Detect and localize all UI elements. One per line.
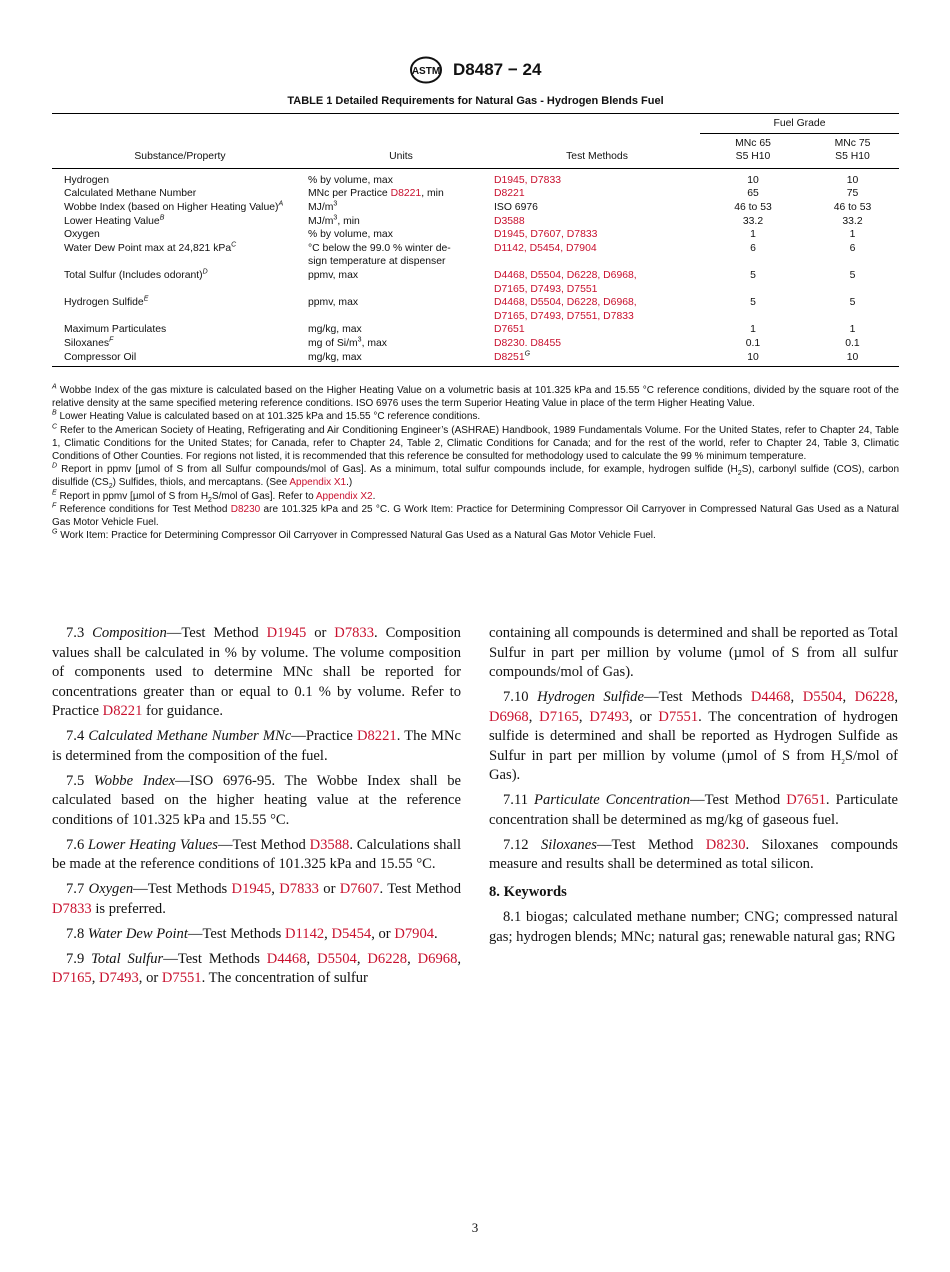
test-method-link[interactable]: D7651: [786, 792, 826, 808]
footnote-b: $^B$ Lower Heating Value is calculated based on at 101.325 kPa and 15.55 °C reference conditions.: [52, 410, 481, 423]
footnote-g: $^G$ Work Item: Practice for Determining Compressor Oil Carryover in Compressed Natural Gas Used as a Natural Gas Motor Vehicle Fuel.: [52, 528, 656, 542]
test-method-link[interactable]: D5504: [802, 689, 843, 705]
test-method-link[interactable]: D8221: [494, 188, 525, 200]
appendix-x2-link[interactable]: Appendix X2: [315, 490, 373, 502]
test-method-link[interactable]: D7165, D7493, D7551: [494, 283, 598, 295]
test-method-link[interactable]: D1945, D7833: [494, 174, 562, 186]
test-method-link[interactable]: D8230. D8455: [494, 337, 562, 349]
table-row: Wobbe Index (based on Higher Heating Value)$^A$ $MJ/m^3$ ISO 6976 46 to 53 46 to 53: [64, 200, 872, 213]
test-method-link[interactable]: D4468, D5504, D6228, D6968,: [494, 297, 637, 309]
test-method-link[interactable]: D7833: [279, 881, 319, 897]
test-method-link[interactable]: D6968: [489, 708, 529, 725]
fuel-grade-header: Fuel Grade: [700, 114, 899, 134]
test-method-link[interactable]: D6228: [367, 950, 408, 967]
test-method-link[interactable]: D7165, D7493, D7551, D7833: [494, 310, 634, 322]
appendix-x1-link[interactable]: Appendix X1: [289, 477, 347, 489]
section-8-heading: 8. Keywords: [489, 883, 567, 900]
test-method-link[interactable]: D4468, D5504, D6228, D6968,: [494, 269, 637, 281]
footnote-f: $^F$ Reference conditions for Test Method D8230 are 101.325 kPa and 25 °C. G Work Item: Practice for Determining Compressor Oil Carryover in Compressed Natural Gas Used as a Natural Gas Motor Vehicle Fuel.: [52, 502, 900, 529]
table-row: Calculated Methane Number MNc per Practice D8221, min D8221 65 75: [64, 188, 859, 200]
table-footnotes: [52, 384, 899, 542]
table-row: Total Sulfur (Includes odorant)$^D$ ppmv, max D4468, D5504, D6228, D6968, D7165, D7493, D7551 5 5: [64, 268, 856, 295]
section-7-7: 7.7 Oxygen—Test Methods D1945, D7833 or D7607. Test Method D7833 is preferred.: [52, 881, 462, 917]
test-method-link[interactable]: D5454: [331, 925, 372, 942]
test-method-link[interactable]: D8230: [705, 836, 746, 853]
section-8-1: 8.1 biogas; calculated methane number; CNG; compressed natural gas; hydrogen blends; MNc; natural gas; renewable natural gas; RNG: [489, 909, 898, 945]
test-method-link[interactable]: D1945: [266, 625, 307, 641]
section-7-12: 7.12 Siloxanes—Test Method D8230. Siloxanes compounds measure and results shall be determined as total silicon.: [489, 836, 898, 872]
page-number: 3: [471, 1220, 479, 1235]
section-7-8: 7.8 Water Dew Point—Test Methods D1142, D5454, or D7904.: [66, 925, 438, 942]
section-7-6: 7.6 Lower Heating Values—Test Method D3588. Calculations shall be made at the reference conditions of 101.325 kPa and 15.55 °C.: [52, 836, 461, 872]
col-header-methods: Test Methods: [494, 133, 700, 168]
table-caption: TABLE 1 Detailed Requirements for Natural Gas - Hydrogen Blends Fuel: [287, 95, 664, 107]
section-7-3: 7.3 Composition—Test Method D1945 or D7833. Composition values shall be calculated in % by volume. The volume composition of components used to determine MNc shall be reported for concentrations greater than or equal to 0.1 % by volume. Refer to Practice D8221 for guidance.: [52, 625, 461, 719]
table-row: Water Dew Point max at 24,821 kPa$^C$ °C below the 99.0 % winter de- sign temperature at dispenser D1142, D5454, D7904 6 6: [64, 241, 856, 268]
test-method-link[interactable]: D7607: [339, 881, 380, 897]
test-method-link[interactable]: D7833: [52, 900, 92, 917]
table-row: Maximum Particulates mg/kg, max D7651 1 1: [64, 324, 856, 336]
test-method-link[interactable]: D7165: [539, 708, 579, 725]
test-method-link[interactable]: D1945: [231, 881, 272, 897]
body-right-column: [489, 624, 898, 953]
test-method-link[interactable]: D8221: [102, 703, 143, 719]
test-method-link[interactable]: D8221: [356, 728, 397, 744]
test-method-link[interactable]: D6228: [854, 689, 895, 705]
section-7-11: 7.11 Particulate Concentration—Test Method D7651. Particulate concentration shall be determined as mg/kg of gaseous fuel.: [489, 792, 898, 828]
test-method-link[interactable]: D8251: [494, 351, 525, 363]
test-method-link[interactable]: D8230: [230, 503, 261, 515]
svg-text:ASTM: ASTM: [411, 66, 440, 77]
col-header-units: Units: [308, 133, 494, 168]
test-method-link[interactable]: D7493: [99, 970, 139, 986]
test-method-link[interactable]: D7493: [589, 708, 630, 725]
test-method-link[interactable]: D4468: [266, 950, 307, 967]
document-header: [0, 56, 950, 84]
designation: D8487 − 24: [453, 60, 542, 79]
test-method-link[interactable]: D1142, D5454, D7904: [494, 242, 597, 254]
footnote-a: $^A$ Wobbe Index of the gas mixture is calculated based on the Higher Heating Value on a volumetric basis at 101.325 kPa and 15.55 °C reference conditions, divided by the square root of the relative density at the same specified metering reference conditions. ISO 6976 uses the term Superior Heating Value in place of the term Higher Heating Value.: [52, 383, 899, 410]
test-method-link[interactable]: D1142: [284, 925, 325, 942]
requirements-table: [52, 113, 899, 367]
test-method-link[interactable]: D4468: [750, 689, 791, 705]
table-row: Compressor Oil mg/kg, max $D8251^G$ 10 10: [52, 351, 899, 367]
test-method-link[interactable]: D3588: [494, 215, 525, 227]
test-method-link[interactable]: D7551: [161, 970, 202, 986]
test-method-link[interactable]: D1945, D7607, D7833: [494, 229, 598, 241]
test-method-link[interactable]: D7165: [52, 970, 92, 986]
test-method-link[interactable]: D8221: [390, 188, 422, 200]
test-method-link[interactable]: D7904: [394, 925, 435, 942]
astm-logo-icon: [409, 56, 443, 84]
body-left-column: [52, 624, 461, 994]
table-row: Hydrogen % by volume, max D1945, D7833 10 10: [64, 174, 859, 186]
col-header-substance: Substance/Property: [52, 133, 308, 168]
section-7-9: 7.9 Total Sulfur—Test Methods D4468, D5504, D6228, D6968, D7165, D7493, or D7551. The concentration of sulfur: [52, 950, 462, 986]
col-header-grade-mnc75: MNc 75 S5 H10: [806, 133, 899, 168]
section-7-4: 7.4 Calculated Methane Number MNc—Practice D8221. The MNc is determined from the composition of the fuel.: [52, 728, 461, 764]
test-method-link[interactable]: D6968: [417, 950, 458, 967]
table-row: Lower Heating Value$^B$ $MJ/m^3$, min D3588 33.2 33.2: [64, 214, 863, 227]
footnote-d: $^D$ Report in ppmv [µmol of S from all Sulfur compounds/mol of Gas]. As a minimum, total sulfur compounds include, for example, hydrogen sulfide $(H_2S)$, carbonyl sulfide (COS), carbon disulfide $(CS_2)$ Sulfides, thiols, and mercaptans. (See Appendix X1.): [52, 462, 900, 491]
footnote-e: $^E$ Report in ppmv [µmol of S from $H_2S$/mol of Gas]. Refer to Appendix X2.: [52, 489, 376, 504]
test-method-link[interactable]: D7833: [334, 625, 375, 641]
test-method-link[interactable]: D7551: [658, 708, 699, 725]
footnote-c: $^C$ Refer to the American Society of Heating, Refrigerating and Air Conditioning Engineer’s (ASHRAE) Handbook, 1989 Fundamentals Volume. For the United States, refer to Chapter 24, Table 1, Climatic Conditions for the United States; for Canada, refer to Chapter 24, Table 2, Climatic Conditions for Canada; and for the rest of the world, refer to Chapter 24, Table 3, Climatic Conditions of Other Counties. For regions not listed, it is recommended that this reference be consulted for methodology used to calculate the 99 % minimum temperature.: [52, 423, 899, 463]
test-method-link[interactable]: D5504: [317, 950, 357, 967]
table-row: Hydrogen Sulfide$^E$ ppmv, max D4468, D5504, D6228, D6968, D7165, D7493, D7551, D7833 5 5: [64, 295, 856, 322]
table-row: Siloxanes$^F$ mg of $Si/m^3$, max D8230. D8455 0.1 0.1: [64, 336, 860, 349]
section-7-10: 7.10 Hydrogen Sulfide—Test Methods D4468, D5504, D6228, D6968, D7165, D7493, or D7551. The concentration of hydrogen sulfide is determined and shall be reported as Hydrogen Sulfide as Sulfur in part per million by volume (µmol of S from $H_2S$/mol of Gas).: [489, 689, 899, 783]
section-7-9-continued: containing all compounds is determined and shall be reported as Total Sulfur in part per million by volume (µmol of S from all sulfur compounds/mol of Gas).: [489, 625, 898, 680]
test-method-link[interactable]: D7651: [494, 324, 525, 336]
section-7-5: 7.5 Wobbe Index—ISO 6976-95. The Wobbe Index shall be calculated based on the higher heating value at the reference conditions of 101.325 kPa and 15.55 °C.: [52, 772, 461, 828]
col-header-grade-mnc65: MNc 65 S5 H10: [700, 133, 806, 168]
table-row: Oxygen % by volume, max D1945, D7607, D7833 1 1: [64, 229, 856, 241]
test-method-link[interactable]: D3588: [309, 836, 350, 853]
